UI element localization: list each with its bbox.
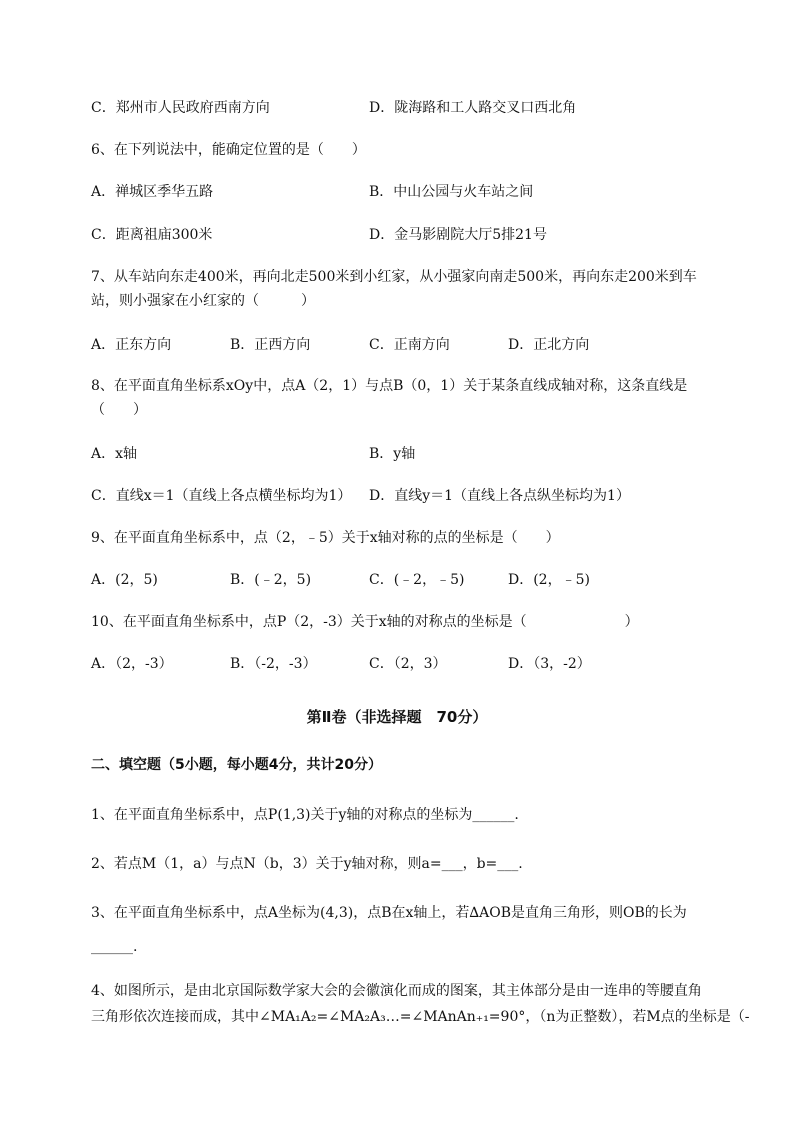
fill-question-4-line1: 4、如图所示，是由北京国际数学家大会的会徽演化而成的图案，其主体部分是由一连串的等腰直角 <box>91 983 702 999</box>
fill-question-3-line2: ______. <box>91 939 138 955</box>
option-a: A．(2，5) <box>91 572 158 588</box>
option-d: D．陇海路和工人路交叉口西北角 <box>369 100 577 116</box>
option-d: D．直线y＝1（直线上各点纵坐标均为1） <box>369 488 630 504</box>
question-6-stem: 6、在下列说法中，能确定位置的是（ ） <box>91 142 366 158</box>
option-b: B．y轴 <box>369 446 416 462</box>
question-7-stem-line1: 7、从车站向东走400米，再向北走500米到小红家，从小强家向南走500米，再向东走200米到车 <box>91 269 697 285</box>
fill-question-1: 1、在平面直角坐标系中，点P(1,3)关于y轴的对称点的坐标为______. <box>91 807 519 823</box>
option-b: B．中山公园与火车站之间 <box>369 184 534 200</box>
option-d: D．金马影剧院大厅5排21号 <box>369 227 547 243</box>
question-10-options-row <box>91 654 754 674</box>
part-header: 二、填空题（5小题，每小题4分，共计20分） <box>91 757 382 773</box>
option-c: C．正南方向 <box>369 337 450 353</box>
option-a: A．禅城区季华五路 <box>91 184 214 200</box>
option-b: B．正西方向 <box>230 337 311 353</box>
option-c: C．(﹣2，﹣5) <box>369 572 465 588</box>
question-10-stem: 10、在平面直角坐标系中，点P（2，-3）关于x轴的对称点的坐标是（ ） <box>91 614 639 630</box>
question-6-options-row2 <box>91 225 754 245</box>
fill-question-3-line1: 3、在平面直角坐标系中，点A坐标为(4,3)，点B在x轴上，若∆AOB是直角三角形，则OB的长为 <box>91 905 687 921</box>
option-b: B．（-2，-3） <box>230 656 317 672</box>
option-a: A．正东方向 <box>91 337 172 353</box>
option-c: C．直线x＝1（直线上各点横坐标均为1） <box>91 488 352 504</box>
fill-question-4-line2: 三角形依次连接而成，其中∠MA₁A₂=∠MA₂A₃…=∠MAnAn₊₁=90°，（n为正整数），若M点的坐标是（- <box>91 1009 750 1025</box>
option-c: C．（2，3） <box>369 656 447 672</box>
question-6-options-row1 <box>91 182 754 202</box>
option-c: C．距离祖庙300米 <box>91 227 213 243</box>
option-c: C．郑州市人民政府西南方向 <box>91 100 270 116</box>
option-d: D．(2，﹣5) <box>508 572 590 588</box>
question-9-stem: 9、在平面直角坐标系中，点（2，﹣5）关于x轴对称的点的坐标是（ ） <box>91 530 560 546</box>
section-title: 第Ⅱ卷（非选择题 70分） <box>306 708 488 726</box>
fill-question-2: 2、若点M（1，a）与点N（b，3）关于y轴对称，则a=___，b=___. <box>91 856 523 872</box>
question-8-stem-line2: （ ） <box>91 402 147 418</box>
question-7-stem-line2: 站，则小强家在小红家的（ ） <box>91 293 315 309</box>
question-7-options-row <box>91 335 754 355</box>
option-a: A．x轴 <box>91 446 138 462</box>
question-8-stem-line1: 8、在平面直角坐标系xOy中，点A（2，1）与点B（0，1）关于某条直线成轴对称，这条直线是 <box>91 378 688 394</box>
option-d: D．（3，-2） <box>508 656 591 672</box>
option-a: A．（2，-3） <box>91 656 173 672</box>
option-d: D．正北方向 <box>508 337 590 353</box>
question-9-options-row <box>91 570 754 590</box>
question-8-options-row1 <box>91 444 754 464</box>
option-b: B．(﹣2，5) <box>230 572 312 588</box>
question-8-options-row2 <box>91 486 754 506</box>
prev-options-row <box>91 98 754 118</box>
